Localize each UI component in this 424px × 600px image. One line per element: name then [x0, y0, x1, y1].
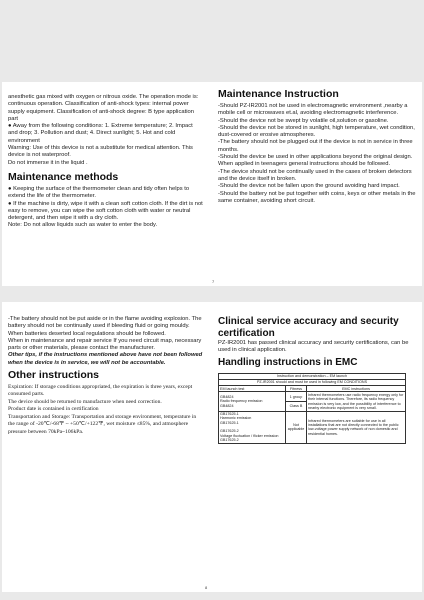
page-number: 7: [212, 279, 215, 284]
manual-page-7: [2, 82, 422, 286]
emc-row-harmonic-fitness: Not applicable: [286, 411, 307, 443]
emc-row-radio-test: GB4824 Radio frequency emission GB4824: [219, 392, 286, 411]
emc-table-header: Instruction and demonstration – EM launch: [219, 373, 406, 379]
accountability-note: Other tips, if the instructions mentioned above have not been followed when the device is in service, we will not be accountable.: [8, 352, 203, 366]
manual-page-8: [2, 302, 422, 592]
emc-row-harmonic-test: GB17625.1 Harmonic emission GB17625.1 GB17625.2 Voltage fluctuation / flicker emission GB17625.2: [219, 411, 286, 443]
emc-table: [218, 373, 406, 444]
emc-table-subheader: PZ-IR2001 should and must be used in following EM CONDITIONS: [219, 379, 406, 385]
emc-col-header-instructions: EMC instructions: [307, 386, 406, 392]
maintenance-methods-heading: Maintenance methods: [8, 170, 119, 183]
clinical-certification-text: PZ-IR2001 has passed clinical accuracy and security certifications, can be used in clinical application.: [218, 340, 409, 354]
other-instructions-heading: Other instructions: [8, 369, 100, 382]
maintenance-methods-text: ● Keeping the surface of the thermometer clean and tidy often helps to extend the life of the thermometer. ● If the machine is dirty, wipe it with a clean soft cotton cloth. If the dirt is not easy to remove, you can wipe the soft cotton cloth with water or neutral detergent, and then wipe it with a dry cloth. Note: Do not allow liquids such as water to enter the body.: [8, 185, 203, 229]
page8-right-column: [218, 316, 418, 444]
emc-row-radio-instructions: Infrared thermometers use radio frequency energy only for their internal functions. Therefore, its radio frequency emission is very low, and the possibility of interference to nearby electronic equipment is very small.: [307, 392, 406, 411]
other-instructions-text: Expiration: If storage conditions appropriated, the expiration is three years, except consumed parts. The device should be returned to manufacture when need correction. Product date is contained in certification Transportation and Storage: Transportation and storage environment, temperature in the range of -20℃/-68℉ ~ +50℃/+122℉, wet moisture ≤85%, and atmosphere pressure between 70kPa~106kPa.: [8, 384, 197, 435]
emc-col-header-fitness: Fitness: [286, 386, 307, 392]
battery-paragraph: -The battery should not be put aside or in the flame avoiding explosion. The battery should not be continually used if bleeding fluid or going mouldy. When batteries deserted local regulations should be followed. When in maintenance and repair service If you need circuit map, necessary parts or other materials, please contact the manufacturer.: [8, 316, 202, 352]
anesthetic-gas-paragraph: anesthetic gas mixed with oxygen or nitrous oxide. The operation mode is: continuous operation. Classification of anti-shock types: internal power supply equipment. Classification of anti-shock degree: B type application part ● Away from the following conditions: 1. Extreme temperature; 2. Impact and drop; 3. Pollution and dust; 4. Direct sunlight; 5. Hot and cold environment Warning: Use of this device is not a substitute for medical attention. This device is not waterproof. Do not immerse it in the liquid .: [8, 94, 199, 166]
page8-left-column: [8, 316, 204, 436]
emc-col-header-test: EM launch test: [219, 386, 286, 392]
emc-heading: Handling instructions in EMC: [218, 356, 358, 368]
emc-row-radio-fitness: 1 group: [286, 392, 307, 402]
clinical-certification-heading: Clinical service accuracy and security certification: [218, 316, 399, 339]
maintenance-instruction-text: -Should PZ-IR2001 not be used in electromagnetic environment ,nearby a mobile cell or microwaves et.al, avoiding electromagnetic interference. -Should the device not be swept by volatile oil,solution or gasoline. -Should the device not be stored in sunlight, high temperature, wet condition, dust-covered or erosive atmospheres. -The battery should not be plugged out if the device is not in service in three months. -Should the device be used in other applications beyond the original design. When applied in teenagers general instructions should be followed. -The device should not be continually used in the cases of broken detectors and the device itself in broken. -Should the device not be fallen upon the ground avoiding hard impact. -Should the battery not be put together with coins, keys or other metals in the same container, avoiding short circuit.: [218, 103, 416, 204]
page7-right-column: [218, 88, 418, 205]
page-number: 8: [205, 585, 208, 590]
maintenance-instruction-heading: Maintenance Instruction: [218, 88, 339, 100]
emc-row-harmonic-instructions: Infrared thermometers are suitable for use in all installations that are not directly connected to the public low-voltage power supply network of non domestic and residential homes.: [307, 411, 406, 443]
page7-left-column: [8, 94, 204, 230]
emc-row-class-fitness: Class B: [286, 402, 307, 412]
